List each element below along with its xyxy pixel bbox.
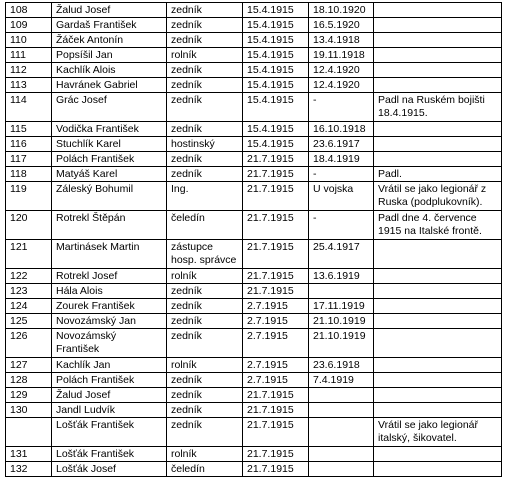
cell-note: [374, 329, 502, 358]
cell-enlisted-date: 2.7.1915: [243, 299, 309, 314]
cell-enlisted-date: 15.4.1915: [243, 63, 309, 78]
cell-occupation: rolník: [167, 358, 243, 373]
cell-occupation: čeledín: [167, 211, 243, 240]
cell-occupation: zedník: [167, 152, 243, 167]
table-row: [6, 152, 502, 167]
cell-enlisted-date: 21.7.1915: [243, 182, 309, 211]
cell-occupation: rolník: [167, 447, 243, 462]
cell-enlisted-date: 15.4.1915: [243, 33, 309, 48]
cell-occupation: čeledín: [167, 462, 243, 477]
table-row: [6, 284, 502, 299]
cell-note: [374, 3, 502, 18]
cell-name: Žalud Josef: [52, 3, 167, 18]
table-row: [6, 182, 502, 211]
cell-occupation: zedník: [167, 93, 243, 122]
cell-enlisted-date: 15.4.1915: [243, 78, 309, 93]
table-row: [6, 329, 502, 358]
cell-enlisted-date: 21.7.1915: [243, 167, 309, 182]
cell-returned-date: -: [309, 211, 374, 240]
table-row: [6, 3, 502, 18]
table-row: [6, 373, 502, 388]
cell-occupation: zedník: [167, 78, 243, 93]
cell-note: [374, 122, 502, 137]
cell-occupation: zedník: [167, 373, 243, 388]
cell-returned-date: 25.4.1917: [309, 240, 374, 269]
cell-name: Lošťák Josef: [52, 462, 167, 477]
table-row: [6, 388, 502, 403]
cell-occupation: zedník: [167, 284, 243, 299]
cell-name: Hála Alois: [52, 284, 167, 299]
cell-name: Novozámský Jan: [52, 314, 167, 329]
cell-number: 127: [6, 358, 52, 373]
cell-enlisted-date: 21.7.1915: [243, 211, 309, 240]
table-row: [6, 137, 502, 152]
cell-note: [374, 388, 502, 403]
cell-number: 130: [6, 403, 52, 418]
cell-occupation: zedník: [167, 403, 243, 418]
cell-occupation: Ing.: [167, 182, 243, 211]
table-row: [6, 299, 502, 314]
cell-returned-date: [309, 388, 374, 403]
cell-name: Záleský Bohumil: [52, 182, 167, 211]
cell-name: Lošťák František: [52, 418, 167, 447]
cell-note: [374, 152, 502, 167]
cell-name: Zourek František: [52, 299, 167, 314]
cell-enlisted-date: 21.7.1915: [243, 388, 309, 403]
cell-note: [374, 284, 502, 299]
table-row: [6, 167, 502, 182]
cell-number: 119: [6, 182, 52, 211]
cell-occupation: zedník: [167, 3, 243, 18]
cell-number: [6, 418, 52, 447]
cell-enlisted-date: 2.7.1915: [243, 358, 309, 373]
cell-number: 128: [6, 373, 52, 388]
cell-number: 122: [6, 269, 52, 284]
cell-returned-date: -: [309, 93, 374, 122]
cell-returned-date: 13.4.1918: [309, 33, 374, 48]
cell-enlisted-date: 21.7.1915: [243, 240, 309, 269]
cell-name: Kachlík Alois: [52, 63, 167, 78]
table-row: [6, 314, 502, 329]
table-row: [6, 211, 502, 240]
cell-enlisted-date: 21.7.1915: [243, 447, 309, 462]
cell-occupation: rolník: [167, 48, 243, 63]
cell-note: [374, 299, 502, 314]
cell-name: Gardaš František: [52, 18, 167, 33]
cell-enlisted-date: 21.7.1915: [243, 403, 309, 418]
table-row: [6, 403, 502, 418]
cell-note: [374, 78, 502, 93]
cell-note: Padl dne 4. července 1915 na Italské frontě.: [374, 211, 502, 240]
cell-number: 125: [6, 314, 52, 329]
cell-note: [374, 403, 502, 418]
cell-name: Žáček Antonín: [52, 33, 167, 48]
cell-returned-date: [309, 403, 374, 418]
cell-number: 115: [6, 122, 52, 137]
cell-note: [374, 63, 502, 78]
cell-occupation: zedník: [167, 167, 243, 182]
cell-number: 126: [6, 329, 52, 358]
cell-enlisted-date: 2.7.1915: [243, 329, 309, 358]
table-row: [6, 122, 502, 137]
cell-returned-date: U vojska: [309, 182, 374, 211]
cell-name: Havránek Gabriel: [52, 78, 167, 93]
cell-returned-date: 12.4.1920: [309, 78, 374, 93]
table-row: [6, 418, 502, 447]
cell-name: Matyáš Karel: [52, 167, 167, 182]
table-row: [6, 63, 502, 78]
cell-returned-date: 17.11.1919: [309, 299, 374, 314]
cell-returned-date: 23.6.1918: [309, 358, 374, 373]
cell-name: Jandl Ludvík: [52, 403, 167, 418]
cell-occupation: zedník: [167, 418, 243, 447]
cell-occupation: zedník: [167, 18, 243, 33]
cell-returned-date: [309, 284, 374, 299]
cell-returned-date: 12.4.1920: [309, 63, 374, 78]
cell-occupation: zedník: [167, 33, 243, 48]
cell-note: [374, 137, 502, 152]
cell-enlisted-date: 15.4.1915: [243, 48, 309, 63]
cell-occupation: zedník: [167, 388, 243, 403]
table-row: [6, 33, 502, 48]
cell-occupation: rolník: [167, 269, 243, 284]
cell-note: Padl na Ruském bojišti 18.4.1915.: [374, 93, 502, 122]
cell-number: 132: [6, 462, 52, 477]
cell-enlisted-date: 21.7.1915: [243, 152, 309, 167]
cell-note: Vrátil se jako legionář italský, šikovatel.: [374, 418, 502, 447]
cell-number: 120: [6, 211, 52, 240]
cell-returned-date: 18.4.1919: [309, 152, 374, 167]
cell-enlisted-date: 21.7.1915: [243, 462, 309, 477]
cell-enlisted-date: 15.4.1915: [243, 137, 309, 152]
cell-note: [374, 373, 502, 388]
cell-note: [374, 240, 502, 269]
cell-enlisted-date: 21.7.1915: [243, 284, 309, 299]
table-row: [6, 269, 502, 284]
table-body: [6, 3, 502, 477]
cell-number: 118: [6, 167, 52, 182]
cell-number: 117: [6, 152, 52, 167]
cell-name: Rotrekl Štěpán: [52, 211, 167, 240]
cell-enlisted-date: 2.7.1915: [243, 314, 309, 329]
cell-returned-date: [309, 418, 374, 447]
cell-number: 113: [6, 78, 52, 93]
cell-enlisted-date: 15.4.1915: [243, 18, 309, 33]
cell-returned-date: 21.10.1919: [309, 314, 374, 329]
cell-returned-date: 16.10.1918: [309, 122, 374, 137]
cell-name: Lošťák František: [52, 447, 167, 462]
cell-note: Vrátil se jako legionář z Ruska (podplukovník).: [374, 182, 502, 211]
cell-enlisted-date: 21.7.1915: [243, 269, 309, 284]
cell-number: 110: [6, 33, 52, 48]
cell-note: [374, 358, 502, 373]
cell-returned-date: 16.5.1920: [309, 18, 374, 33]
cell-returned-date: [309, 447, 374, 462]
cell-occupation: zedník: [167, 314, 243, 329]
cell-returned-date: 18.10.1920: [309, 3, 374, 18]
cell-note: [374, 314, 502, 329]
cell-returned-date: [309, 462, 374, 477]
cell-name: Grác Josef: [52, 93, 167, 122]
cell-returned-date: 7.4.1919: [309, 373, 374, 388]
cell-enlisted-date: 15.4.1915: [243, 93, 309, 122]
cell-name: Martinásek Martin: [52, 240, 167, 269]
cell-occupation: zedník: [167, 63, 243, 78]
cell-returned-date: 21.10.1919: [309, 329, 374, 358]
cell-note: [374, 48, 502, 63]
cell-name: Kachlík Jan: [52, 358, 167, 373]
table-row: [6, 48, 502, 63]
cell-number: 123: [6, 284, 52, 299]
table-row: [6, 447, 502, 462]
cell-name: Stuchlík Karel: [52, 137, 167, 152]
cell-note: [374, 269, 502, 284]
conscription-table: [5, 2, 502, 477]
document-page: [5, 2, 502, 477]
cell-name: Novozámský František: [52, 329, 167, 358]
cell-enlisted-date: 15.4.1915: [243, 122, 309, 137]
table-row: [6, 240, 502, 269]
cell-returned-date: 19.11.1918: [309, 48, 374, 63]
cell-name: Žalud Josef: [52, 388, 167, 403]
cell-number: 111: [6, 48, 52, 63]
cell-number: 114: [6, 93, 52, 122]
cell-returned-date: 13.6.1919: [309, 269, 374, 284]
cell-name: Rotrekl Josef: [52, 269, 167, 284]
cell-occupation: hostinský: [167, 137, 243, 152]
cell-returned-date: 23.6.1917: [309, 137, 374, 152]
cell-enlisted-date: 21.7.1915: [243, 418, 309, 447]
cell-returned-date: -: [309, 167, 374, 182]
cell-number: 108: [6, 3, 52, 18]
table-row: [6, 78, 502, 93]
cell-number: 121: [6, 240, 52, 269]
cell-enlisted-date: 15.4.1915: [243, 3, 309, 18]
table-row: [6, 18, 502, 33]
cell-number: 124: [6, 299, 52, 314]
table-row: [6, 358, 502, 373]
cell-name: Vodička František: [52, 122, 167, 137]
cell-note: Padl.: [374, 167, 502, 182]
table-row: [6, 462, 502, 477]
cell-name: Popsíšil Jan: [52, 48, 167, 63]
cell-occupation: zedník: [167, 329, 243, 358]
cell-occupation: zedník: [167, 122, 243, 137]
cell-note: [374, 462, 502, 477]
cell-note: [374, 18, 502, 33]
cell-occupation: zedník: [167, 299, 243, 314]
cell-name: Polách František: [52, 373, 167, 388]
cell-note: [374, 447, 502, 462]
cell-name: Polách František: [52, 152, 167, 167]
cell-enlisted-date: 2.7.1915: [243, 373, 309, 388]
table-row: [6, 93, 502, 122]
cell-number: 109: [6, 18, 52, 33]
cell-number: 129: [6, 388, 52, 403]
cell-note: [374, 33, 502, 48]
cell-number: 112: [6, 63, 52, 78]
cell-number: 131: [6, 447, 52, 462]
cell-occupation: zástupce hosp. správce: [167, 240, 243, 269]
cell-number: 116: [6, 137, 52, 152]
